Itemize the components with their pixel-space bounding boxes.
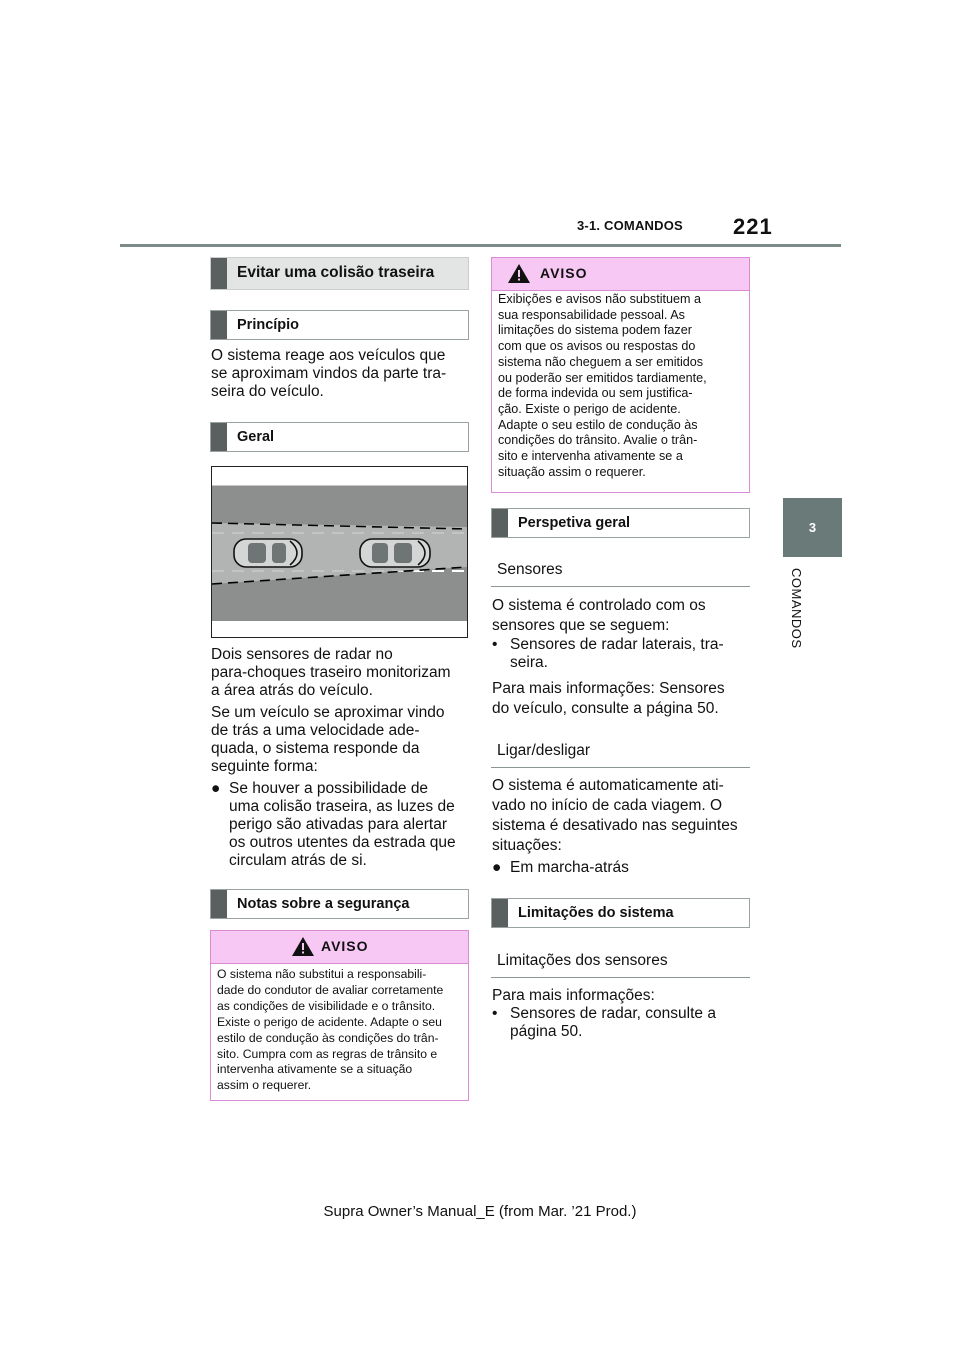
section-heading-rear-collision: Evitar uma colisão traseira <box>210 257 469 290</box>
chapter-label: COMANDOS <box>789 568 804 649</box>
bullet-icon: ● <box>211 780 221 797</box>
warning-triangle-icon <box>507 263 531 284</box>
heading-overview: Perspetiva geral <box>491 508 750 538</box>
warning-text-right: Exibições e avisos não substituem a sua responsabilidade pessoal. As limitações do sistema podem fazer com que os avisos ou respostas do sistema não cheguem a ser emitidos ou poderão ser emitidos tardiamente, de forma indevida ou sem justifica- ção. Existe o perigo de acidente. Adapte o seu estilo de condução às condições do trânsito. Avalie o trân- sito e intervenha ativamente se a situação assim o requerer. <box>498 292 707 479</box>
footer-text: Supra Owner’s Manual_E (from Mar. ’21 Prod.) <box>323 1203 637 1220</box>
heading-general: Geral <box>210 422 469 452</box>
own-car-icon <box>360 539 430 567</box>
warning-text-left: O sistema não substitui a responsabili- dade do condutor de avaliar corretamente as condições de visibilidade e o trânsito. Existe o perigo de acidente. Adapte o seu estilo de condução às condições do trân- sito. Cumpra com as regras de trânsito e intervenha ativamente se a situação assim o requerer. <box>217 967 444 1093</box>
approach-description: Se um veículo se aproximar vindo de trás a uma velocidade ade- quada, o sistema responde da seguinte forma: <box>211 704 445 775</box>
bullet-hazard-lights: ● Se houver a possibilidade de uma colisão traseira, as luzes de perigo são ativadas para alertar os outros utentes da estrada que circulam atrás de si. <box>211 780 456 869</box>
subheading-sensors: Sensores <box>497 561 563 578</box>
radar-description: Dois sensores de radar no para-choques traseiro monitorizam a área atrás do veículo. <box>211 646 451 699</box>
header-rule <box>120 244 841 247</box>
bullet-reverse: ● Em marcha-atrás <box>492 859 629 876</box>
rear-collision-illustration <box>211 466 468 638</box>
warning-label: AVISO <box>321 938 369 954</box>
sensors-info: Para mais informações: Sensores do veículo, consulte a página 50. <box>492 680 725 717</box>
heading-principle: Princípio <box>210 310 469 340</box>
subheading-rule <box>491 977 750 978</box>
following-car-icon <box>234 539 302 567</box>
chapter-tab: 3 <box>783 498 842 557</box>
principle-text: O sistema reage aos veículos que se aproximam vindos da parte tra- seira do veículo. <box>211 347 447 400</box>
subheading-rule <box>491 586 750 587</box>
warning-box-left <box>210 930 469 1101</box>
warning-triangle-icon <box>291 936 315 957</box>
heading-safety-notes: Notas sobre a segurança <box>210 889 469 919</box>
subheading-sensor-limits: Limitações dos sensores <box>497 952 668 969</box>
onoff-text: O sistema é automaticamente ati- vado no início de cada viagem. O sistema é desativado nas seguintes situações: <box>492 777 738 854</box>
warning-box-right <box>491 257 750 493</box>
road-diagram <box>212 467 467 637</box>
bullet-icon: ● <box>492 859 502 876</box>
subheading-onoff: Ligar/desligar <box>497 742 591 759</box>
heading-system-limits: Limitações do sistema <box>491 898 750 928</box>
warning-label: AVISO <box>540 265 588 281</box>
bullet-radar-limits: • Sensores de radar, consulte a página 50. <box>492 1005 716 1040</box>
subheading-rule <box>491 767 750 768</box>
bullet-side-radar: • Sensores de radar laterais, tra- seira. <box>492 636 724 671</box>
limits-text: Para mais informações: <box>492 987 655 1004</box>
section-title: 3-1. COMANDOS <box>577 218 683 233</box>
sensors-text: O sistema é controlado com os sensores que se seguem: <box>492 597 706 634</box>
page-number: 221 <box>733 214 773 239</box>
